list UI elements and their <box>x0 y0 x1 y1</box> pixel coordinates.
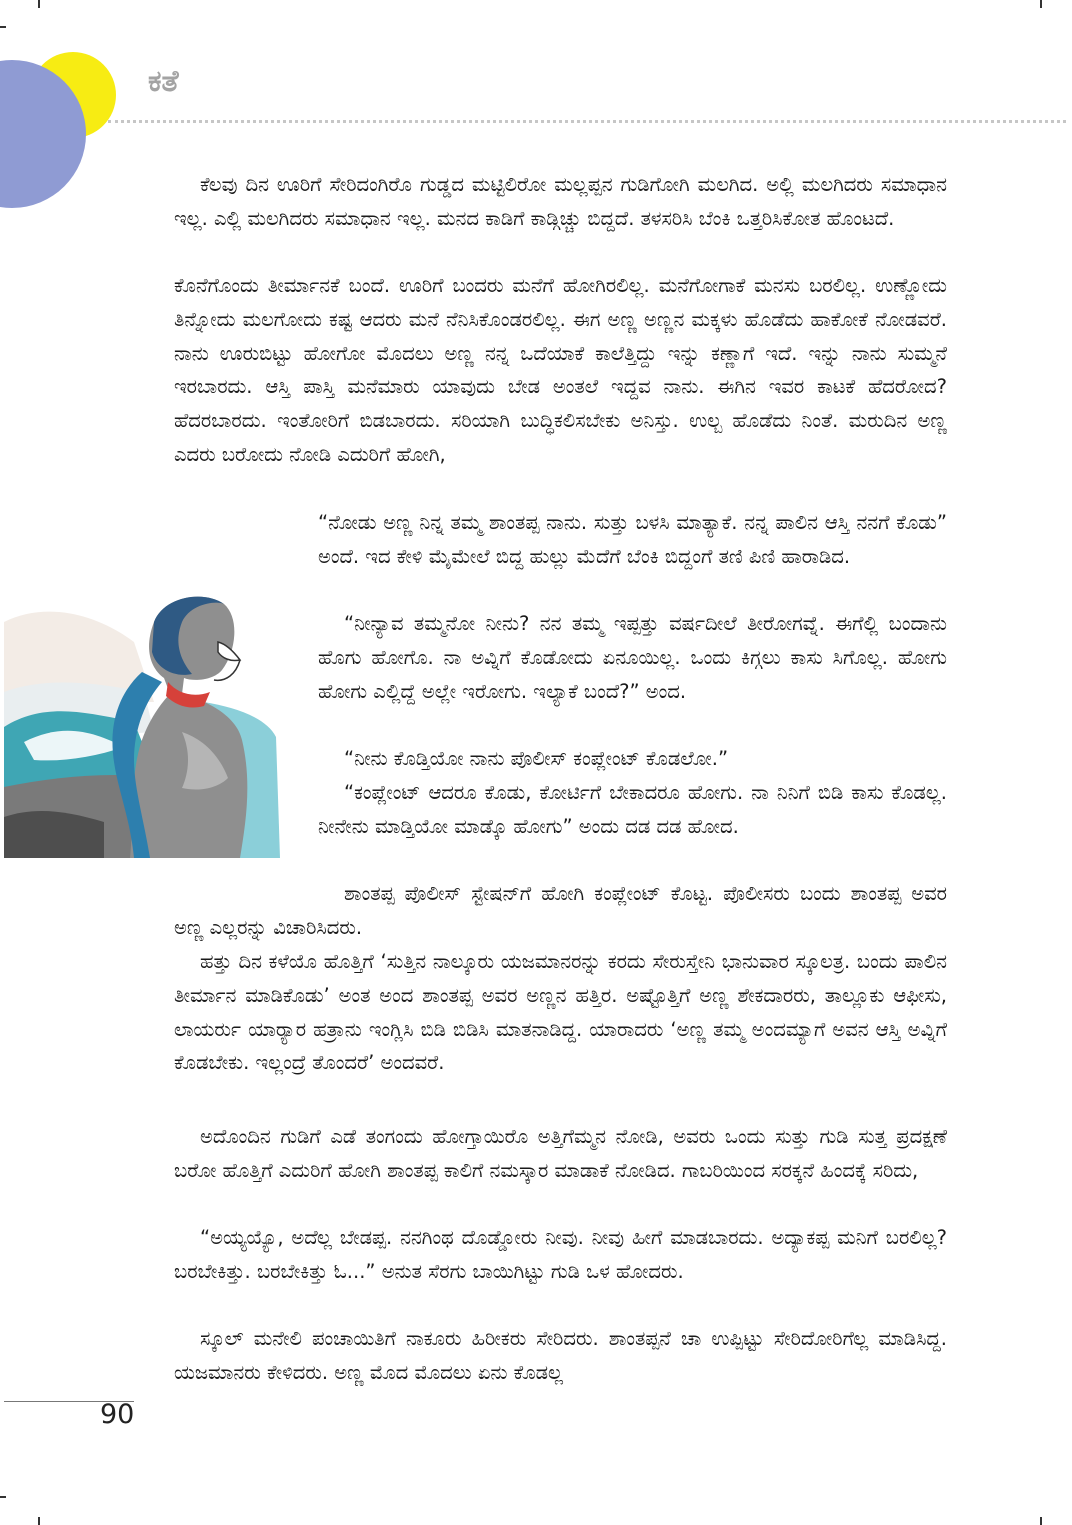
story-paragraph: ಸ್ಕೂಲ್ ಮನೇಲಿ ಪಂಚಾಯಿತಿಗೆ ನಾಕೂರು ಹಿರೀಕರು ಸೇರಿದರು. ಶಾಂತಪ್ಪನೆ ಚಾ ಉಪ್ಪಿಟ್ಟು ಸೇರಿದೋರಿಗೆಲ್ಲ ಮಾಡಿಸಿದ್ದ. ಯಜಮಾನರು ಕೇಳಿದರು. ಅಣ್ಣ ಮೊದ ಮೊದಲು ಏನು ಕೊಡಲ್ಲ <box>174 1327 947 1384</box>
crop-mark <box>0 1496 6 1498</box>
crop-mark <box>1040 0 1042 8</box>
crop-mark <box>1040 1517 1042 1525</box>
story-paragraph: ಹತ್ತು ದಿನ ಕಳೆಯೊ ಹೊತ್ತಿಗೆ ‘ಸುತ್ತಿನ ನಾಲ್ಕೂರು ಯಜಮಾನರನ್ನು ಕರದು ಸೇರುಸ್ತೇನಿ ಭಾನುವಾರ ಸ್ಕೂಲತ್ರ. ಬಂದು ಪಾಲಿನ ತೀರ್ಮಾನ ಮಾಡಿಕೊಡು’ ಅಂತ ಅಂದ ಶಾಂತಪ್ಪ ಅವರ ಅಣ್ಣನ ಹತ್ತಿರ. ಅಷ್ಟೊತ್ತಿಗೆ ಅಣ್ಣ ಶೇಕದಾರರು, ತಾಲ್ಲೂಕು ಆಫೀಸು, ಲಾಯರ್ರು ಯಾರ‍್ಯಾರ ಹತ್ರಾನು ಇಂಗ್ಲಿಸಿ ಬಿಡಿ ಬಿಡಿಸಿ ಮಾತನಾಡಿದ್ದ. ಯಾರಾದರು ‘ಅಣ್ಣ ತಮ್ಮ ಅಂದಮ್ಯಾಗೆ ಅವನ ಆಸ್ತಿ ಅವ್ನಿಗೆ ಕೊಡಬೇಕು. ಇಲ್ಲಂದ್ರೆ ತೊಂದರೆ’ ಅಂದವರೆ. <box>174 950 947 1075</box>
story-paragraph: “ನೋಡು ಅಣ್ಣ ನಿನ್ನ ತಮ್ಮ ಶಾಂತಪ್ಪ ನಾನು. ಸುತ್ತು ಬಳಸಿ ಮಾತ್ಯಾಕೆ. ನನ್ನ ಪಾಲಿನ ಆಸ್ತಿ ನನಗೆ ಕೊಡು” ಅಂದೆ. ಇದ ಕೇಳಿ ಮೈಮೇಲೆ ಬಿದ್ದ ಹುಲ್ಲು ಮೆದೆಗೆ ಬೆಂಕಿ ಬಿದ್ದಂಗೆ ತಣಿ ಪಿಣಿ ಹಾರಾಡಿದ. <box>318 511 947 568</box>
page-number: 90 <box>100 1399 135 1430</box>
story-paragraph: “ಅಯ್ಯಯ್ಯೊ, ಅದೆಲ್ಲ ಬೇಡಪ್ಪ. ನನಗಿಂಥ ದೊಡ್ಡೋರು ನೀವು. ನೀವು ಹೀಗೆ ಮಾಡಬಾರದು. ಅದ್ಯಾಕಪ್ಪ ಮನಿಗೆ ಬರಲಿಲ್ಲ? ಬರಬೇಕಿತ್ತು. ಬರಬೇಕಿತ್ತು ಓ...” ಅನುತ ಸೆರಗು ಬಾಯಿಗಿಟ್ಟು ಗುಡಿ ಒಳ ಹೋದರು. <box>174 1226 947 1283</box>
story-paragraph: ಅದೊಂದಿನ ಗುಡಿಗೆ ಎಡೆ ತಂಗಂದು ಹೋಗ್ತಾಯಿರೊ ಅತ್ತಿಗೆಮ್ಮನ ನೋಡಿ, ಅವರು ಒಂದು ಸುತ್ತು ಗುಡಿ ಸುತ್ತ ಪ್ರದಕ್ಷಣೆ ಬರೋ ಹೊತ್ತಿಗೆ ಎದುರಿಗೆ ಹೋಗಿ ಶಾಂತಪ್ಪ ಕಾಲಿಗೆ ನಮಸ್ಕಾರ ಮಾಡಾಕೆ ನೋಡಿದ. ಗಾಬರಿಯಿಂದ ಸರಕ್ಕನೆ ಹಿಂದಕ್ಕೆ ಸರಿದು, <box>174 1125 947 1182</box>
story-paragraph: ಶಾಂತಪ್ಪ ಪೊಲೀಸ್ ಸ್ಟೇಷನ್‌ಗೆ ಹೋಗಿ ಕಂಪ್ಲೇಂಟ್ ಕೊಟ್ಟ. ಪೊಲೀಸರು ಬಂದು ಶಾಂತಪ್ಪ ಅವರ ಅಣ್ಣ ಎಲ್ಲರನ್ನು ವಿಚಾರಿಸಿದರು. <box>174 882 947 939</box>
story-paragraph: “ಕಂಪ್ಲೇಂಟ್ ಆದರೂ ಕೊಡು, ಕೋರ್ಟಿಗೆ ಬೇಕಾದರೂ ಹೋಗು. ನಾ ನಿನಿಗೆ ಬಿಡಿ ಕಾಸು ಕೊಡಲ್ಲ. ನೀನೇನು ಮಾಡ್ತಿಯೋ ಮಾಡ್ಕೊ ಹೋಗು” ಅಂದು ದಡ ದಡ ಹೋದ. <box>318 781 947 838</box>
header-dotted-rule <box>108 120 1066 123</box>
section-title: ಕತೆ <box>148 64 179 99</box>
crop-mark <box>38 0 40 8</box>
story-paragraph: ಕೊನೆಗೊಂದು ತೀರ್ಮಾನಕೆ ಬಂದೆ. ಊರಿಗೆ ಬಂದರು ಮನೆಗೆ ಹೋಗಿರಲಿಲ್ಲ. ಮನೆಗೋಗಾಕೆ ಮನಸು ಬರಲಿಲ್ಲ. ಉಣ್ಣೋದು ತಿನ್ನೋದು ಮಲಗೋದು ಕಷ್ಟ ಆದರು ಮನೆ ನೆನಿಸಿಕೊಂಡರಲಿಲ್ಲ. ಈಗ ಅಣ್ಣ ಅಣ್ಣನ ಮಕ್ಕಳು ಹೊಡೆದು ಹಾಕೋಕೆ ನೋಡವರೆ. ನಾನು ಊರುಬಿಟ್ಟು ಹೋಗೋ ಮೊದಲು ಅಣ್ಣ ನನ್ನ ಒದೆಯಾಕೆ ಕಾಲೆತ್ತಿದ್ದು ಇನ್ನು ಕಣ್ಣಾಗೆ ಇದೆ. ಇನ್ನು ನಾನು ಸುಮ್ಮನೆ ಇರಬಾರದು. ಆಸ್ತಿ ಪಾಸ್ತಿ ಮನೆಮಾರು ಯಾವುದು ಬೇಡ ಅಂತಲೆ ಇದ್ದವ ನಾನು. ಈಗಿನ ಇವರ ಕಾಟಕೆ ಹೆದರೋದ? ಹೆದರಬಾರದು. ಇಂತೋರಿಗೆ ಬಿಡಬಾರದು. ಸರಿಯಾಗಿ ಬುದ್ಧಿಕಲಿಸಬೇಕು ಅನಿಸ್ತು. ಉಲ್ಬ ಹೊಡೆದು ನಿಂತೆ. ಮರುದಿನ ಅಣ್ಣ ಎದರು ಬರೋದು ನೋಡಿ ಎದುರಿಗೆ ಹೋಗಿ, <box>174 274 947 466</box>
woman-illustration <box>4 582 280 858</box>
story-paragraph: “ನೀನು ಕೊಡ್ತಿಯೋ ನಾನು ಪೊಲೀಸ್ ಕಂಪ್ಲೇಂಟ್ ಕೊಡಲೋ.” <box>344 747 729 770</box>
story-paragraph: “ನೀನ್ಯಾವ ತಮ್ಮನೋ ನೀನು? ನನ ತಮ್ಮ ಇಪ್ಪತ್ತು ವರ್ಷದೀಲೆ ತೀರೋಗವ್ನೆ. ಈಗೆಲ್ಲಿ ಬಂದಾನು ಹೊಗು ಹೋಗೊ. ನಾ ಅವ್ನಿಗೆ ಕೊಡೋದು ಏನೂಯಿಲ್ಲ. ಒಂದು ಕಿಗ್ಗಲು ಕಾಸು ಸಿಗೊಲ್ಲ. ಹೋಗು ಹೋಗು ಎಲ್ಲಿದ್ದೆ ಅಲ್ಲೇ ಇರೋಗು. ಇಲ್ಯಾಕೆ ಬಂದೆ?” ಅಂದ. <box>318 612 947 703</box>
story-paragraph: ಕೆಲವು ದಿನ ಊರಿಗೆ ಸೇರಿದಂಗಿರೊ ಗುಡ್ಡದ ಮಟ್ಟಿಲಿರೋ ಮಲ್ಲಪ್ಪನ ಗುಡಿಗೋಗಿ ಮಲಗಿದ. ಅಲ್ಲಿ ಮಲಗಿದರು ಸಮಾಧಾನ ಇಲ್ಲ. ಎಲ್ಲಿ ಮಲಗಿದರು ಸಮಾಧಾನ ಇಲ್ಲ. ಮನದ ಕಾಡಿಗೆ ಕಾಡ್ಗಿಚ್ಚು ಬಿದ್ದದೆ. ತಳಸರಿಸಿ ಬೆಂಕಿ ಒತ್ತರಿಸಿಕೋತ ಹೊಂಟದೆ. <box>174 173 947 230</box>
crop-mark <box>0 26 6 28</box>
crop-mark <box>38 1517 40 1525</box>
